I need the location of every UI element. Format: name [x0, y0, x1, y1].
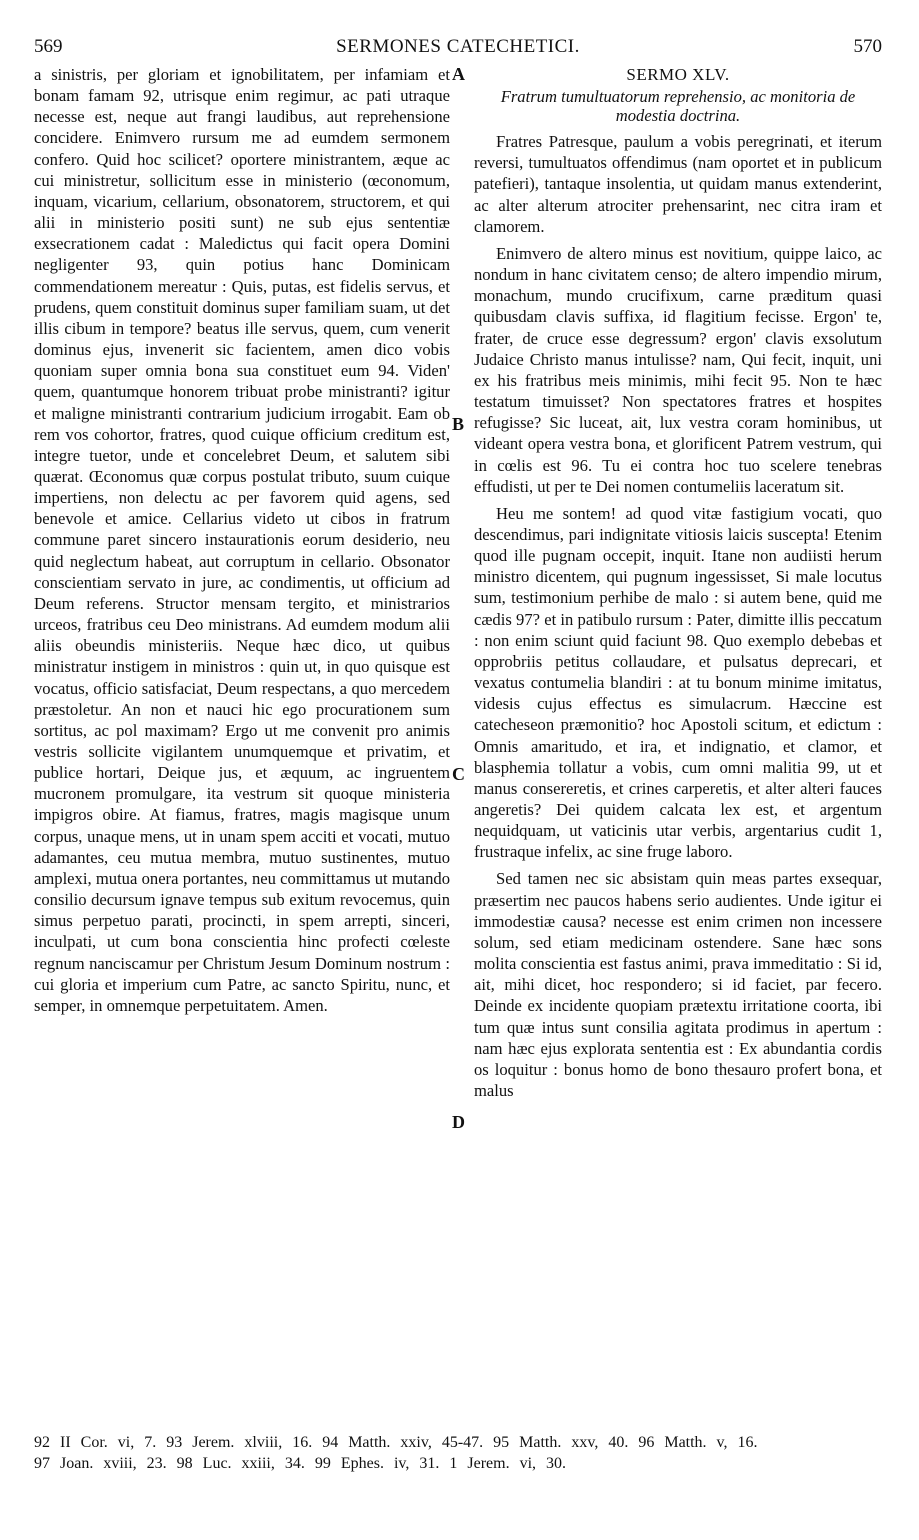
sermon-subtitle: Fratrum tumultuatorum reprehensio, ac monitoria de modestia doctrina.: [500, 87, 856, 126]
footnote-line-2: 97 Joan. xviii, 23. 98 Luc. xxiii, 34. 99 Ephes. iv, 31. 1 Jerem. vi, 30.: [34, 1455, 567, 1472]
left-column: [34, 64, 450, 1016]
paragraph-1: Fratres Patresque, paulum a vobis peregrinati, et iterum reversi, tumultuatos offendimus (nam oportet et in publicum patefieri), tantaque insolentia, ut quidam manus extenderint, ac alter alterum atrociter prehensarint, nec citra iram et clamorem.: [474, 132, 882, 236]
margin-marker-c: C: [452, 764, 465, 784]
footnotes: [34, 1432, 882, 1474]
margin-marker-b: B: [452, 414, 465, 434]
footnote-line-1: 92 II Cor. vi, 7. 93 Jerem. xlviii, 16. 94 Matth. xxiv, 45-47. 95 Matth. xxv, 40. 96 Matth. v, 16.: [34, 1434, 758, 1451]
paragraph-2: Enimvero de altero minus est novitium, quippe laico, ac nondum in hanc civitatem censo; de altero impendio mirum, monachum, mundo crucifixum, carne præditum quasi quibusdam clavis suffixa, id flagitium fecisse. Ergon' te, frater, de cruce esse degressum? ergon' clavis exsolutum Judaice Christo manus intulisse? nam, Qui fecit, inquit, uni ex his fratribus meis minimis, mihi fecit 95. Non te hæc testatum timuisset? Non spectatores fratres et hospites refugisse? Sic luceat, ait, lux vestra coram hominibus, ut videant opera vestra bona, et glorificent Patrem vestrum, qui in cœlis est 96. Tu ei contra hoc tuo scelere tenebras effudisti, ut per te Dei nomen contumeliis laceratum sit.: [474, 243, 882, 496]
paragraph-4: Sed tamen nec sic absistam quin meas partes exsequar, præsertim nec paucos habens serio audientes. Unde igitur ei immodestiæ causa? necesse est enim crimen non incessere solum, sed etiam medicinam ostendere. Sane hæc sons molita conscientia est fastus animi, prava immeditatio : Si id, ait, mihi dicet, hoc respondero; si id faciet, par fecero. Deinde ex incidente quopiam prætextu irritatione coorta, ibi tum quæ intus sunt consilia agitata prodimus in apertum : nam hæc ejus explorata sententia est : Ex abundantia cordis os loquitur : bonus homo de bono thesauro profert bona, et malus: [474, 869, 882, 1101]
paragraph-3: Heu me sontem! ad quod vitæ fastigium vocati, quo descendimus, pari indignitate vitiosis laicis suscepta! Etenim quod ille pugnam occepit, inquit. Itane non audiisti herum ministro dicentem, qui pugnum ingessisset, Si male locutus sum, testimonium perhibe de malo : si autem bene, quid me cædis 97? et in patibulo rursum : Pater, dimitte illis peccatum : non enim sciunt quid faciunt 98. Quo exemplo debebas et opprobriis petitus collaudare, et pulsatus deprecari, et vexatus contumelia blandiri : at tu bonum minime imitatus, videsis cujus effectus es simulacrum. Hæccine est catecheseon præmonitio? hoc Apostoli scitum, et edictum : Omnis amaritudo, et ira, et indignatio, et clamor, et blasphemia tollatur a vobis, cum omni malitia 99, ut et manus consereretis, et crines carperetis, et alter alteri fauces angeretis? Dei quidem calcata lex est, et argentum nequidquam, ut vaticinis utar verbis, argentarius cudit 1, frustraque infelix, ac sine fruge laboro.: [474, 503, 882, 862]
sermon-title: SERMO XLV.: [626, 65, 730, 84]
page-number-left: 569: [34, 36, 63, 57]
margin-marker-a: A: [452, 64, 465, 84]
page-header: [34, 36, 882, 60]
margin-marker-d: D: [452, 1112, 465, 1132]
left-column-text: a sinistris, per gloriam et ignobilitatem, per infamiam et bonam famam 92, utrisque enim regimur, ac pati utraque necesse est, neque aut frangi laudibus, aut reprehensione concidere. Enimvero rursum me ad eumdem sermonem confero. Quid hoc scilicet? oportere ministrantem, æque ac cui ministretur, sollicitum esse in ministerio (œconomum, inquam, vicarium, cellarium, obsonatorem, structorem, et qui alii in ministerio positi sunt) ne sub ejus sententiæ exsecrationem cadat : Maledictus qui facit opera Domini negligenter 93, quin potius hanc Dominicam commendationem mereatur : Quis, putas, est fidelis servus, et prudens, quem constituit dominus super familiam suam, ut det illis cibum in tempore? beatus ille servus, quem, cum venerit dominus ejus, invenerit sic facientem, amen dico vobis quoniam super omnia bona sua constituet eum 94. Viden' quem, quantumque honorem tribuat probe ministranti? igitur et maligne ministranti contrarium judicium irrogabit. Eam ob rem vos cohortor, fratres, quod cuique officium creditum est, integre tuetor, unde et concelebret Deum, et salutem sibi quærat. Œconomus quæ corpus postulat tributo, suum cuique impertiens, non delectu ac per favorem quid agens, sed benevole et amice. Cellarius videto ut cibos in fratrum commune paret sincero instaurationis eorum desiderio, neu quid neglectum habeat, aut corruptum in cellario. Obsonator conscientiam servato in jure, ac condimentis, ut officium ad Deum referens. Structor mensam tergito, et ministrarios urceos, fratribus ceu Deo ministrans. Ad eumdem modum alii aliis obeundis ministeriis. Neque hæc dico, ut quibus ministratur instigem in ministros : quin ut, in quo quisque est vocatus, officio satisfaciat, Deum respectans, a quo mercedem præstoletur. An non et nauci hic ego procurationem sum sortitus, ac pol maximam? Ergo ut me convenit pro animis vestris sollicite vigilantem unumquemque et privatim, et publice hortari, Deique jus, et æquum, ac ingruentem mucronem promulgare, ita vestrum sit quoque ministeria impigros obire. At fiamus, fratres, magis magisque unum corpus, unaque mens, ut in unam spem acciti et vocati, mutuo adamantes, ceu mutua membra, mutuo sustinentes, mutuo amplexi, mutua onera portantes, neu committamus ut mutando consilio decursum ignave tempus sub exitum revocemus, quin simus perpetuo parati, procincti, in spem arrepti, sinceri, inculpati, ut cum bona conscientia hinc profecti cœleste regnum nanciscamur per Christum Jesum Dominum nostrum : cui gloria et imperium cum Patre, ac sancto Spiritu, nunc, et semper, in omnemque perpetuitatem. Amen.: [34, 65, 450, 1015]
running-title: SERMONES CATECHETICI.: [336, 36, 580, 57]
page-number-right: 570: [853, 36, 882, 57]
right-column: [474, 64, 882, 1101]
